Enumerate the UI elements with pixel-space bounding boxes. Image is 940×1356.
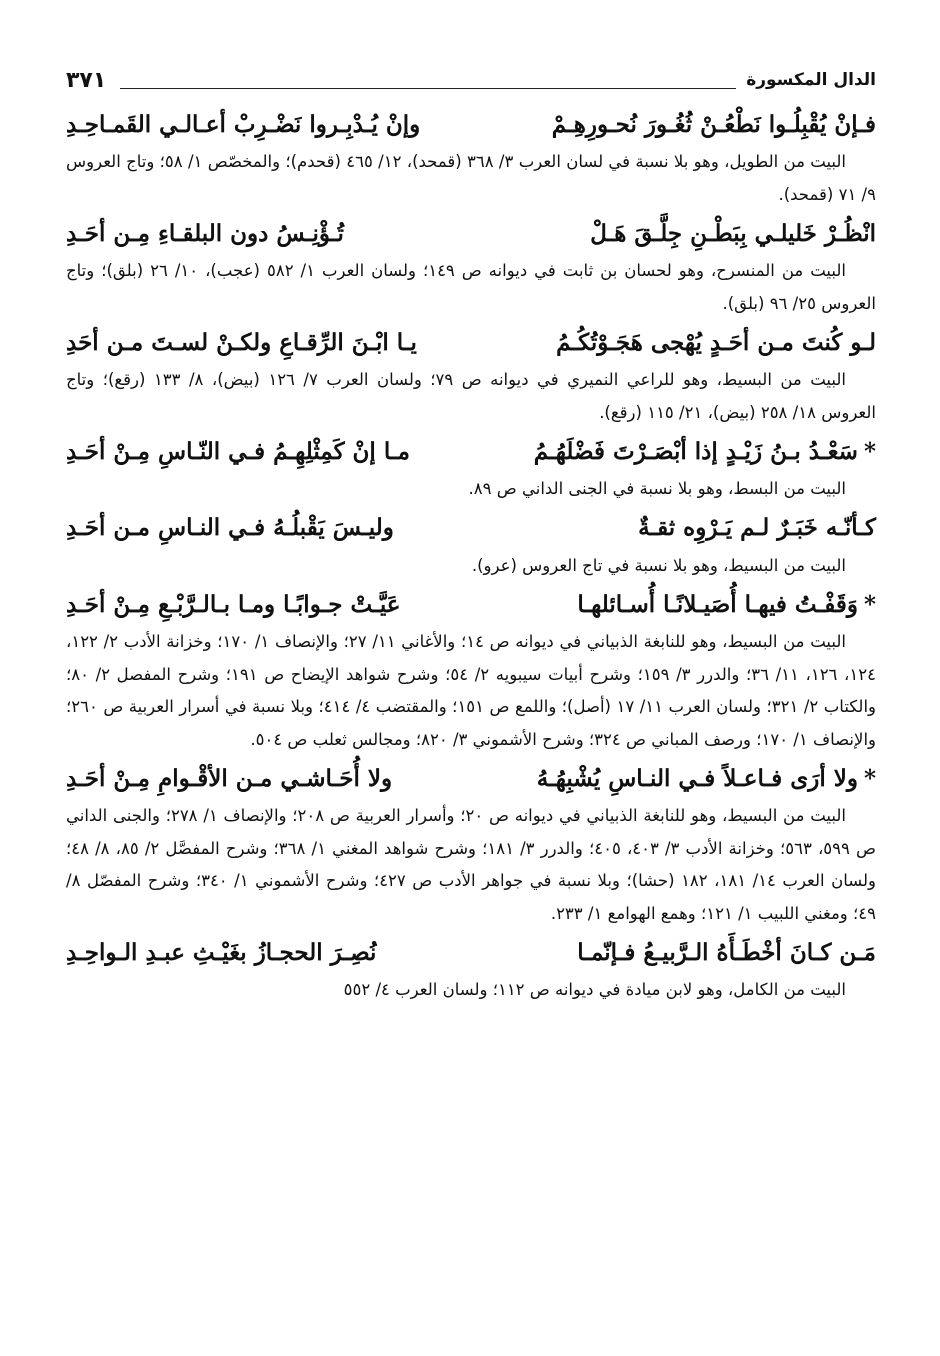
verse-line [66, 756, 876, 800]
first-hemistich [556, 329, 876, 356]
verse-star-mark: * [863, 764, 876, 792]
first-hemistich [577, 939, 876, 966]
verse-line [66, 320, 876, 364]
first-hemistich [577, 591, 876, 618]
second-hemistich: مـا إنْ كَمِثْلِهِـمُ فـي النّـاسِ مِـنْ أحَـدِ [66, 437, 410, 465]
chapter-title: الدال المكسورة [746, 70, 876, 90]
verse-line [66, 102, 876, 146]
second-hemistich: يـا ابْـنَ الرِّقـاعِ ولكـنْ لسـتَ مـن أحَدِ [66, 328, 417, 356]
verse-entry [66, 930, 876, 1007]
first-hemistich-text: وَقَفْـتُ فيهـا أُصَيـلانًـا أُسـائلهـا [577, 590, 858, 618]
verse-line [66, 506, 876, 550]
verse-note: البيت من البسيط، وهو للنابغة الذبياني في ديوانه ص ٢٠؛ وأسرار العربية ص ٢٠٨؛ والإنصاف ١/ ٢٧٨؛ والجنى الداني ص ٥٩٩، ٥٦٣؛ وخزانة الأدب ٣/ ٤٠٣، ٤٠٥؛ والدرر ٣/ ١٨١؛ وشرح شواهد المغني ١/ ٣٦٨؛ وشرح المفصَّل ٢/ ٨٥، ٨/ ٤٨؛ ولسان العرب ١٤/ ١٨١، ١٨٢ (حشا)؛ وبلا نسبة في جواهر الأدب ص ٤٢٧؛ وشرح الأشموني ١/ ٣٤٠؛ وشرح المفصّل ٨/ ٤٩؛ ومغني اللبيب ١/ ١٢١؛ وهمع الهوامع ١/ ٢٣٣. [66, 806, 876, 923]
page-number: ٣٧١ [66, 67, 107, 93]
second-hemistich: ولا أُحَـاشـي مـن الأقْـوامِ مِـنْ أحَـدِ [66, 764, 393, 792]
second-hemistich: عَيَّـتْ جـوابًـا ومـا بـالـرَّبْـعِ مِـنْ أحَـدِ [66, 590, 401, 618]
verse-note: البيت من البسط، وهو بلا نسبة في الجنى الداني ص ٨٩. [468, 479, 846, 498]
verse-line [66, 211, 876, 255]
verse-star-mark: * [863, 437, 876, 465]
first-hemistich-text: لـو كُنتَ مـن أحَـدٍ يُهْجى هَجَـوْتُكُـمُ [556, 328, 876, 356]
verse-line [66, 582, 876, 626]
verse-note: البيت من الكامل، وهو لابن ميادة في ديوانه ص ١١٢؛ ولسان العرب ٤/ ٥٥٢ [343, 980, 846, 999]
verse-line [66, 930, 876, 974]
book-page [66, 58, 876, 1007]
verse-entry [66, 320, 876, 429]
first-hemistich-text: سَعْـدُ بـنُ زَيْـدٍ إذا أبْصَـرْتَ فَضْلَهُـمُ [533, 437, 858, 465]
verse-note: البيت من البسيط، وهو بلا نسبة في تاج العروس (عرو). [471, 555, 846, 575]
first-hemistich-text: فـإنْ يُقْبِلُـوا نَطْعُـنْ ثُغُـورَ نُحـورِهِـمْ [551, 110, 876, 138]
verse-entry [66, 506, 876, 583]
verse-entry [66, 102, 876, 211]
verse-entry [66, 582, 876, 756]
first-hemistich-text: ولا أرَى فـاعـلاً فـي النـاسِ يُشْبِهُـهُ [536, 764, 858, 792]
second-hemistich: وليـسَ يَقْبلُـهُ فـي النـاسِ مـن أحَـدِ [66, 514, 394, 541]
first-hemistich [552, 111, 876, 138]
page-header [66, 58, 876, 102]
verse-note: البيت من البسيط، وهو للنابغة الذبياني في ديوانه ص ١٤؛ والأغاني ١١/ ٢٧؛ والإنصاف ١/ ١٧٠؛ وخزانة الأدب ٢/ ١٢٢، ١٢٤، ١٢٦، ١١/ ٣٦؛ والدرر ٣/ ١٥٩؛ وشرح أبيات سيبويه ٢/ ٥٤؛ وشرح شواهد الإيضاح ص ١٩١؛ وشرح المفصل ٢/ ٨٠؛ والكتاب ٢/ ٣٢١؛ ولسان العرب ١١/ ١٧ (أصل)؛ واللمع ص ١٥١؛ والمقتضب ٤/ ٤١٤؛ وبلا نسبة في أسرار العربية ص ٢٦٠؛ والإنصاف ١/ ١٧٠؛ ورصف المباني ص ٣٢٤؛ وشرح الأشموني ٣/ ٨٢٠؛ ومجالس ثعلب ص ٥٠٤. [66, 632, 876, 749]
verse-entry [66, 429, 876, 506]
second-hemistich: تُـؤْنِـسُ دون البلقـاءِ مِـن أحَـدِ [66, 219, 344, 247]
first-hemistich [537, 765, 876, 792]
verse-note: البيت من البسيط، وهو للراعي النميري في ديوانه ص ٧٩؛ ولسان العرب ٧/ ١٢٦ (بيض)، ٨/ ١٣٣ (رقع)؛ وتاج العروس ١٨/ ٢٥٨ (بيض)، ٢١/ ١١٥ (رقع). [66, 370, 876, 422]
verse-entries [66, 102, 876, 1007]
first-hemistich-text: انْظُـرْ خَليلـي بِبَطْـنِ جِلَّـقَ هَـلْ [590, 219, 876, 247]
first-hemistich-text: مَـن كـانَ أخْطَـأَهُ الـرَّبيـعُ فـإنّمـا [577, 938, 876, 966]
second-hemistich: وإنْ يُـدْبِـروا نَضْـرِبْ أعـالـي القَمـاحِـدِ [66, 110, 421, 138]
first-hemistich-text: كـأنّـه خَبَـرٌ لـم يَـرْوِه ثقـةٌ [638, 514, 876, 541]
first-hemistich [638, 514, 876, 541]
verse-entry [66, 756, 876, 930]
verse-note: البيت من المنسرح، وهو لحسان بن ثابت في ديوانه ص ١٤٩؛ ولسان العرب ١/ ٥٨٢ (عجب)، ١٠/ ٢٦ (بلق)؛ وتاج العروس ٢٥/ ٩٦ (بلق). [66, 261, 876, 313]
verse-note: البيت من الطويل، وهو بلا نسبة في لسان العرب ٣/ ٣٦٨ (قمحد)، ١٢/ ٤٦٥ (قحدم)؛ والمخصّص ١/ ٥٨؛ وتاج العروس ٩/ ٧١ (قمحد). [66, 152, 876, 204]
second-hemistich: نُصِـرَ الحجـازُ بغَيْـثِ عبـدِ الـواحِـدِ [66, 938, 377, 966]
first-hemistich [534, 438, 876, 465]
verse-line [66, 429, 876, 473]
first-hemistich [590, 220, 876, 247]
verse-star-mark: * [863, 590, 876, 618]
header-rule [120, 88, 736, 89]
verse-entry [66, 211, 876, 320]
